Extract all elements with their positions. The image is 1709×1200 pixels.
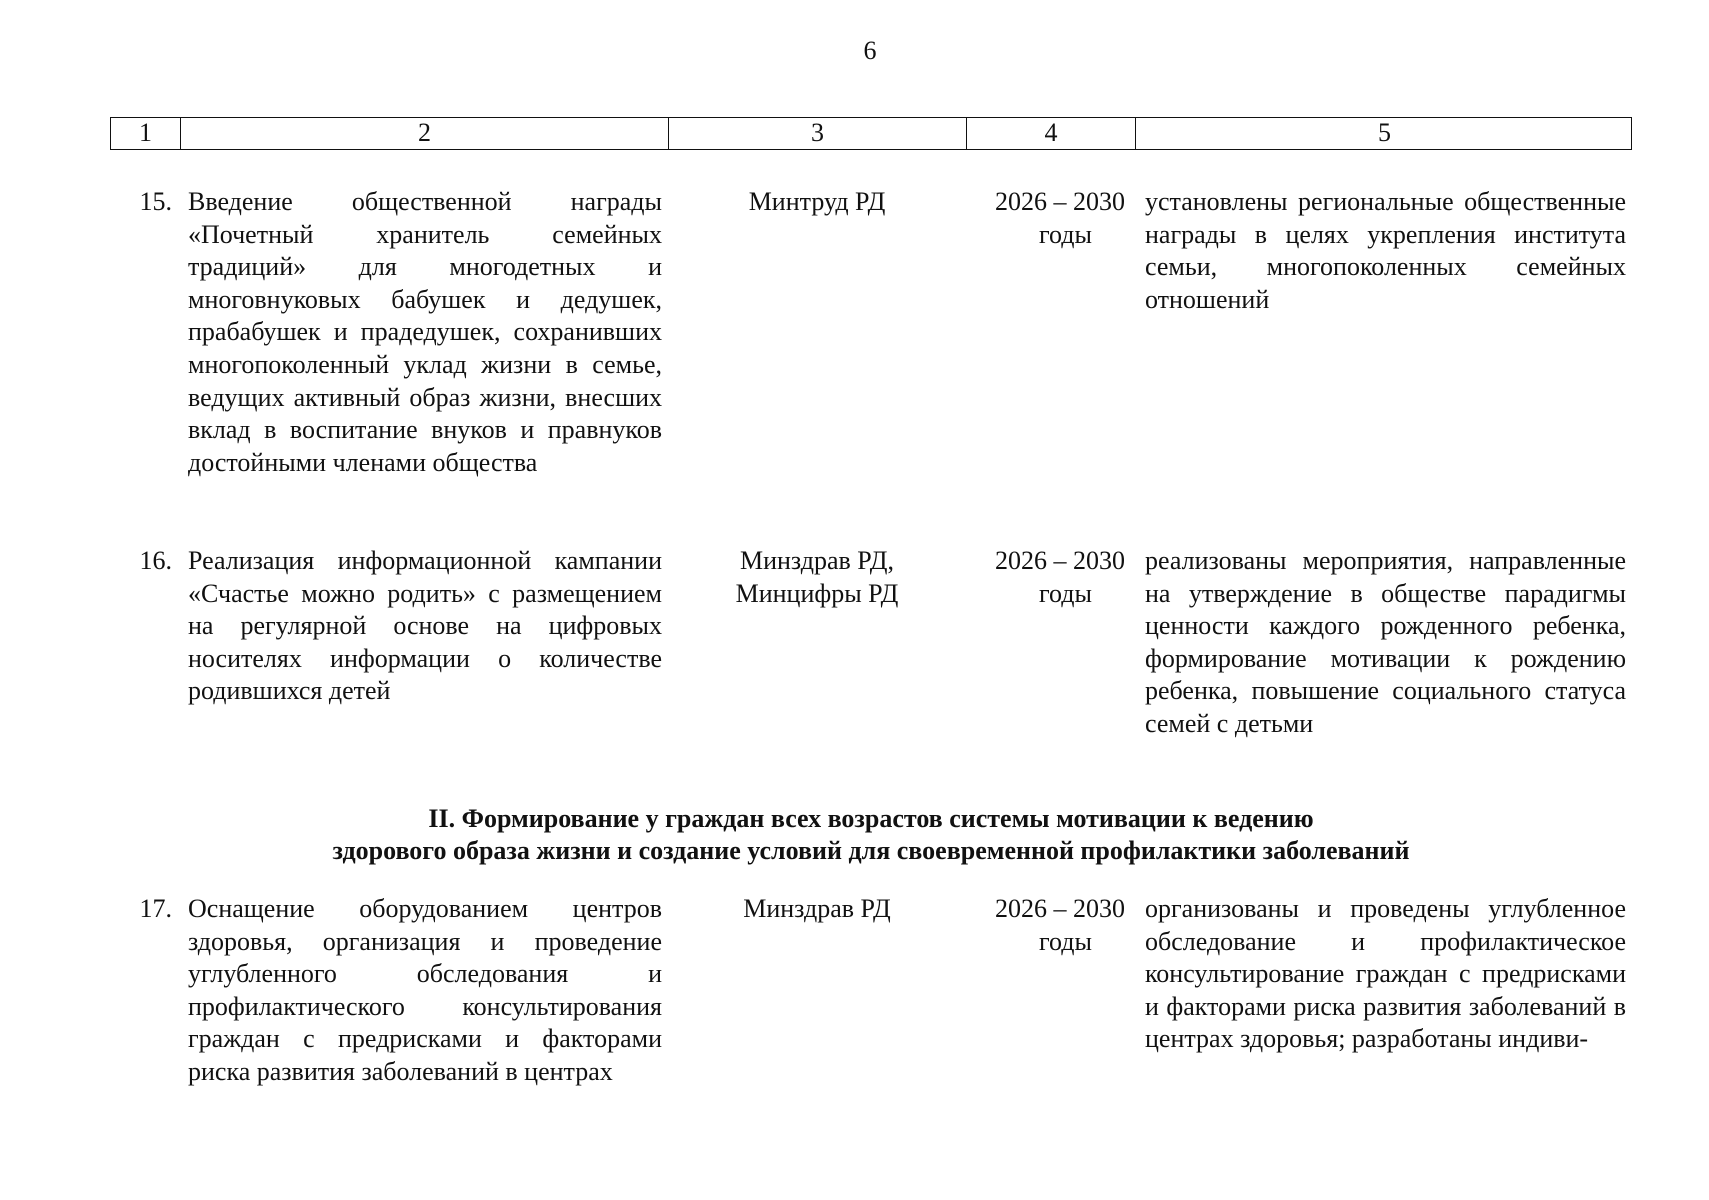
table-row (110, 545, 1632, 741)
deadline-word: годы (1039, 219, 1092, 249)
column-number-3: 3 (669, 118, 967, 149)
page-number: 6 (863, 36, 877, 65)
deadline-range: 2026 – 2030 (995, 894, 1125, 923)
result-text: организованы и проведены углубленное обследование и профилактическое консультирование граждан с предрисками и факторами риска развития заболеваний в центрах здоровья; разработаны индиви- (1145, 894, 1626, 1054)
column-number-header (110, 117, 1632, 150)
deadline-range: 2026 – 2030 (995, 546, 1125, 575)
measure-text: Реализация информационной кампании «Счастье можно родить» с размещением на регулярной основе на цифровых носителях информации о количестве родившихся детей (188, 546, 662, 706)
deadline-range: 2026 – 2030 (995, 187, 1125, 216)
column-number-4: 4 (967, 118, 1136, 149)
deadline-word: годы (1039, 578, 1092, 608)
executor-text: Минтруд РД (748, 187, 886, 216)
deadline-word: годы (1039, 926, 1092, 956)
section-title-line-1: II. Формирование у граждан всех возрастов системы мотивации к ведению (428, 804, 1314, 833)
column-number-5: 5 (1378, 118, 1391, 147)
executor-text: Минздрав РД (743, 894, 891, 923)
row-number: 15. (139, 187, 172, 216)
row-number: 17. (139, 894, 172, 923)
result-text: установлены региональные общественные награды в целях укрепления института семьи, многопоколенных семейных отношений (1145, 187, 1626, 314)
section-title-line-2: здорового образа жизни и создание условий для своевременной профилактики заболеваний (332, 836, 1410, 865)
measure-text: Введение общественной награды «Почетный хранитель семейных традиций» для многодетных и многовнуковых бабушек и дедушек, прабабушек и прадедушек, сохранивших многопоколенный уклад жизни в семье, ведущих активный образ жизни, внесших вклад в воспитание внуков и правнуков достойными членами общества (188, 187, 662, 477)
executor-text: Минздрав РД, Минцифры РД (735, 546, 899, 608)
measure-text: Оснащение оборудованием центров здоровья, организация и проведение углубленного обследования и профилактического консультирования граждан с предрисками и факторами риска развития заболеваний в центрах (188, 894, 662, 1086)
row-number: 16. (139, 546, 172, 575)
table-row (110, 893, 1632, 1089)
result-text: реализованы мероприятия, направленные на утверждение в обществе парадигмы ценности каждого рожденного ребенка, формирование мотивации к рождению ребенка, повышение социального статуса семей с детьми (1145, 546, 1626, 738)
deadline-text (966, 545, 1135, 741)
section-title (110, 803, 1632, 867)
deadline-text (966, 893, 1135, 1089)
column-number-2: 2 (181, 118, 669, 149)
column-number-1: 1 (111, 118, 181, 149)
deadline-text (966, 186, 1135, 479)
table-row (110, 186, 1632, 479)
